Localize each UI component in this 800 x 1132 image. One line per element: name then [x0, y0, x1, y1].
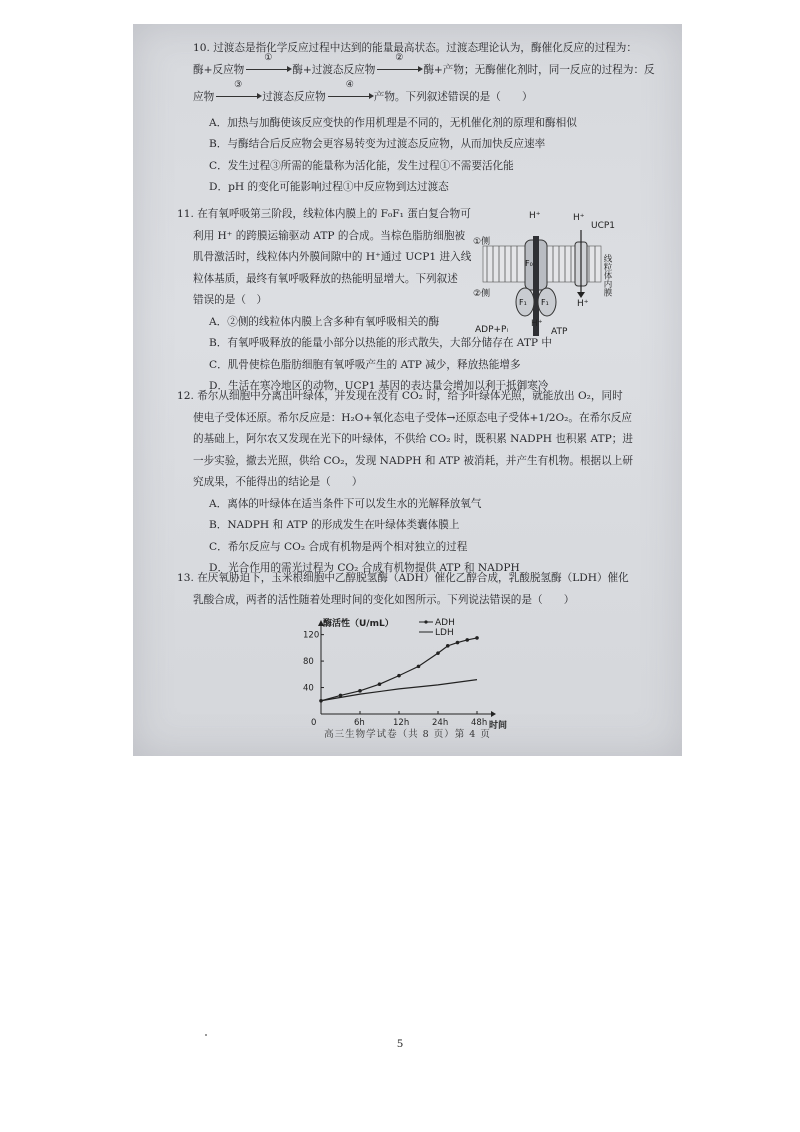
q12-line-2: 使电子受体还原。希尔反应是：H₂O+氧化态电子受体→还原态电子受体+1/2O₂。在希尔反应 — [193, 411, 632, 424]
q12-option-a: A．离体的叶绿体在适当条件下可以发生水的光解释放氧气 — [209, 497, 482, 510]
q11-line-5: 错误的是（ ） — [193, 294, 268, 306]
y-tick-label: 120 — [303, 630, 320, 641]
q10-line-2-a: 酶+反应物 — [193, 63, 245, 76]
chart-y-label: 酶活性（U/mL） — [323, 619, 394, 629]
data-point-adh — [358, 689, 362, 693]
side-2-label: ②侧 — [473, 289, 491, 299]
q11-option-a: A．②侧的线粒体内膜上含多种有氧呼吸相关的酶 — [209, 315, 440, 328]
y-tick-label: 80 — [303, 657, 314, 668]
q10-line-1: 10. 过渡态是指化学反应过程中达到的能量最高状态。过渡态理论认为，酶催化反应的过程为： — [193, 42, 637, 54]
reaction-arrow: ④ — [328, 87, 372, 109]
q10-option-c: C．发生过程③所需的能量称为活化能，发生过程①不需要活化能 — [209, 159, 514, 172]
reaction-arrow: ③ — [216, 87, 260, 109]
q10-line-3-b: 过渡态反应物 — [262, 91, 326, 103]
q11-option-d: D．生活在寒冷地区的动物，UCP1 基因的表达量会增加以利于抵御寒冷 — [209, 380, 549, 392]
adp-label: ADP+Pᵢ — [475, 325, 509, 335]
f1-label-right: F₁ — [541, 298, 549, 307]
series-line-ldh — [321, 680, 477, 701]
h-ion-bottom: H⁺ — [531, 319, 543, 329]
data-point-adh — [456, 641, 460, 645]
question-12 — [177, 386, 633, 580]
q10-option-d: D．pH 的变化可能影响过程①中反应物到达过渡态 — [209, 181, 449, 193]
data-point-adh — [465, 638, 469, 642]
q13-line-2: 乳酸合成，两者的活性随着处理时间的变化如图所示。下列说法错误的是（ ） — [193, 593, 575, 606]
q12-line-4: 一步实验，撤去光照，供给 CO₂，发现 NADPH 和 ATP 被消耗，并产生有机物。根据以上研 — [193, 454, 633, 467]
data-point-adh — [446, 644, 450, 648]
q13-line-1: 13. 在厌氧胁迫下，玉米根细胞中乙醇脱氢酶（ADH）催化乙醇合成，乳酸脱氢酶（LDH）催化 — [177, 572, 629, 584]
atp-label: ATP — [551, 327, 568, 337]
q12-line-3: 的基础上，阿尔农又发现在光下的叶绿体，不供给 CO₂ 时，既积累 NADPH 也积累 ATP；进 — [193, 433, 633, 445]
mitochondrial-membrane-diagram — [473, 206, 633, 341]
q10-line-3-a: 应物 — [193, 91, 215, 103]
x-tick-label: 12h — [393, 718, 410, 728]
ucp1-label: UCP1 — [591, 221, 616, 231]
page-footer: 高三生物学试卷（共 8 页）第 4 页 — [324, 729, 491, 740]
legend-adh: ADH — [435, 618, 455, 628]
data-point-adh — [475, 636, 479, 640]
x-tick-label: 24h — [432, 718, 449, 728]
q10-line-3 — [193, 80, 655, 109]
q10-line-2-c: 酶+产物；无酶催化剂时，同一反应的过程为：反 — [423, 63, 655, 76]
page-number: 5 — [397, 1036, 403, 1050]
y-tick-label: 40 — [303, 683, 314, 694]
scanned-exam-page — [133, 24, 682, 756]
x-tick-label: 6h — [354, 718, 365, 728]
q12-option-d: D．光合作用的需光过程为 CO₂ 合成有机物提供 ATP 和 NADPH — [209, 562, 520, 574]
question-13 — [177, 568, 629, 611]
data-point-adh — [417, 665, 421, 669]
data-point-adh — [397, 674, 401, 678]
q11-line-3: 肌骨激活时，线粒体内外膜间隙中的 H⁺通过 UCP1 进入线 — [193, 251, 472, 263]
reaction-arrow: ② — [377, 60, 421, 82]
enzyme-activity-chart — [293, 614, 523, 734]
f0-label: F₀ — [525, 259, 533, 268]
side-1-label: ①侧 — [473, 237, 491, 247]
chart-x-label: 时间 — [489, 721, 508, 731]
q12-option-c: C．希尔反应与 CO₂ 合成有机物是两个相对独立的过程 — [209, 540, 468, 553]
q10-line-2 — [193, 52, 655, 82]
question-10 — [193, 38, 655, 199]
q10-line-2-b: 酶+过渡态反应物 — [292, 63, 376, 76]
reaction-arrow: ① — [246, 60, 290, 82]
f1-label-left: F₁ — [519, 298, 527, 307]
data-point-adh — [378, 682, 382, 686]
q11-line-4: 粒体基质，最终有氧呼吸释放的热能明显增大。下列叙述 — [193, 272, 458, 285]
h-ion-bottom-right: H⁺ — [577, 299, 589, 309]
h-ion-top-1: H⁺ — [529, 211, 541, 221]
q12-line-5: 究成果，不能得出的结论是（ ） — [193, 476, 363, 488]
q10-option-b: B．与酶结合后反应物会更容易转变为过渡态反应物，从而加快反应速率 — [209, 138, 546, 150]
x-tick-label: 0 — [311, 718, 317, 728]
h-ion-top-2: H⁺ — [573, 213, 585, 223]
q10-line-3-c: 产物。下列叙述错误的是（ ） — [373, 91, 533, 103]
x-tick-label: 48h — [471, 718, 488, 728]
chart-legend — [419, 618, 455, 638]
series-line-adh — [321, 638, 477, 701]
q11-line-1: 11. 在有氧呼吸第三阶段，线粒体内膜上的 F₀F₁ 蛋白复合物可 — [177, 208, 471, 220]
legend-marker-adh — [424, 620, 427, 623]
data-point-adh — [436, 651, 440, 655]
chart-series — [319, 636, 479, 702]
q11-option-b: B．有氧呼吸释放的能量小部分以热能的形式散失，大部分储存在 ATP 中 — [209, 337, 553, 349]
q12-option-b: B．NADPH 和 ATP 的形成发生在叶绿体类囊体膜上 — [209, 519, 460, 531]
legend-ldh: LDH — [435, 628, 454, 638]
q11-line-2: 利用 H⁺ 的跨膜运输驱动 ATP 的合成。当棕色脂肪细胞被 — [193, 229, 466, 242]
q11-option-c: C．肌骨使棕色脂肪细胞有氧呼吸产生的 ATP 减少，释放热能增多 — [209, 358, 521, 371]
q12-line-1: 12. 希尔从细胞中分离出叶绿体，并发现在没有 CO₂ 时，给予叶绿体光照，就能放出 O₂，同时 — [177, 390, 623, 402]
q10-option-a: A．加热与加酶使该反应变快的作用机理是不同的，无机催化剂的原理和酶相似 — [209, 116, 577, 129]
membrane-label: 线粒体内膜 — [602, 254, 612, 297]
